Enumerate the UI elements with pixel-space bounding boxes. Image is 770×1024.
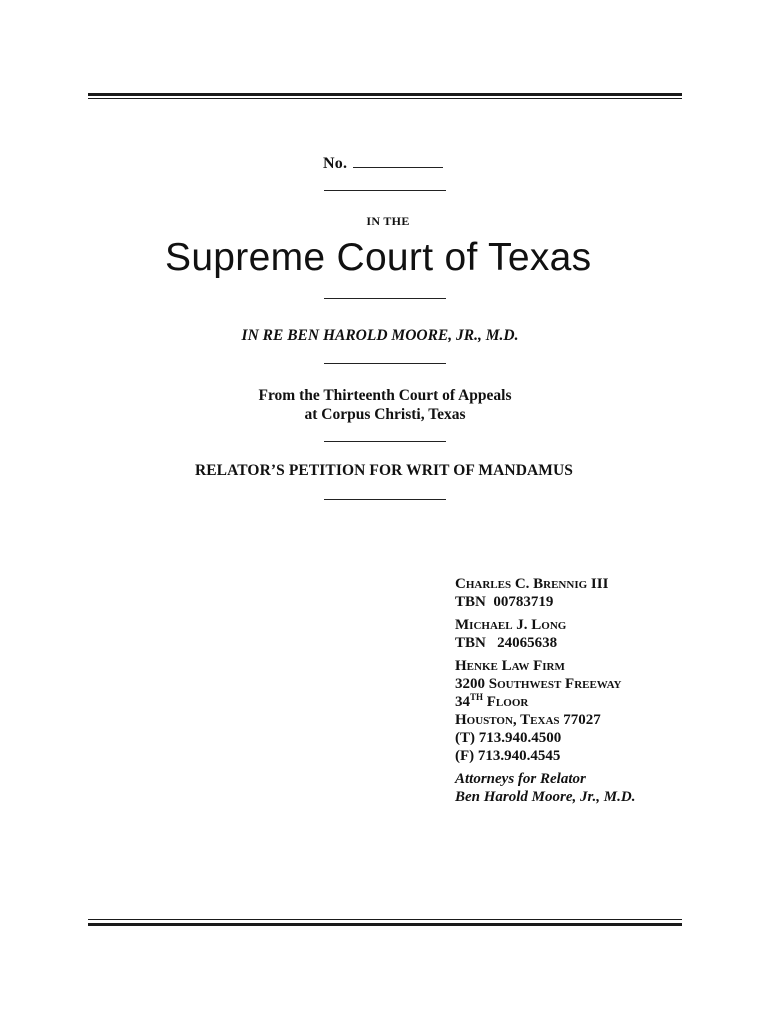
separator-rule-2 bbox=[324, 298, 446, 299]
court-preface: IN THE bbox=[366, 214, 410, 228]
court-name: Supreme Court of Texas bbox=[165, 236, 592, 279]
bottom-rule-light bbox=[88, 919, 682, 920]
separator-rule-4 bbox=[324, 441, 446, 442]
separator-rule-1 bbox=[324, 190, 446, 191]
firm-address: 3200 Southwest Freeway bbox=[455, 676, 622, 692]
top-rule-heavy bbox=[88, 93, 682, 96]
floor-word: Floor bbox=[486, 694, 529, 710]
floor-number: 34 bbox=[455, 694, 470, 710]
origin-court: From the Thirteenth Court of Appeals bbox=[258, 387, 512, 404]
origin-location: at Corpus Christi, Texas bbox=[304, 406, 466, 423]
firm-floor bbox=[455, 693, 635, 711]
case-number-blank bbox=[353, 153, 443, 168]
case-number-label: No. bbox=[323, 155, 348, 172]
document-title: RELATOR’S PETITION FOR WRIT OF MANDAMUS bbox=[194, 462, 574, 479]
attorney2-bar-number: TBN 24065638 bbox=[455, 635, 558, 651]
bottom-rule-heavy bbox=[88, 923, 682, 926]
separator-rule-3 bbox=[324, 363, 446, 364]
counsel-role: Attorneys for Relator bbox=[455, 771, 586, 787]
attorney1-bar-number: TBN 00783719 bbox=[455, 594, 554, 610]
top-rule-light bbox=[88, 98, 682, 99]
firm-phone: (T) 713.940.4500 bbox=[455, 730, 562, 746]
firm-city-state: Houston, Texas 77027 bbox=[455, 712, 601, 728]
floor-suffix: TH bbox=[470, 692, 484, 702]
firm-name: Henke Law Firm bbox=[455, 658, 565, 674]
attorney2-name: Michael J. Long bbox=[455, 617, 567, 633]
separator-rule-5 bbox=[324, 499, 446, 500]
case-number bbox=[323, 153, 443, 173]
counsel-block bbox=[455, 575, 635, 806]
attorney1-name: Charles C. Brennig III bbox=[455, 576, 609, 592]
case-caption: IN RE BEN HAROLD MOORE, JR., M.D. bbox=[241, 327, 519, 344]
counsel-client: Ben Harold Moore, Jr., M.D. bbox=[455, 789, 636, 805]
firm-fax: (F) 713.940.4545 bbox=[455, 748, 561, 764]
